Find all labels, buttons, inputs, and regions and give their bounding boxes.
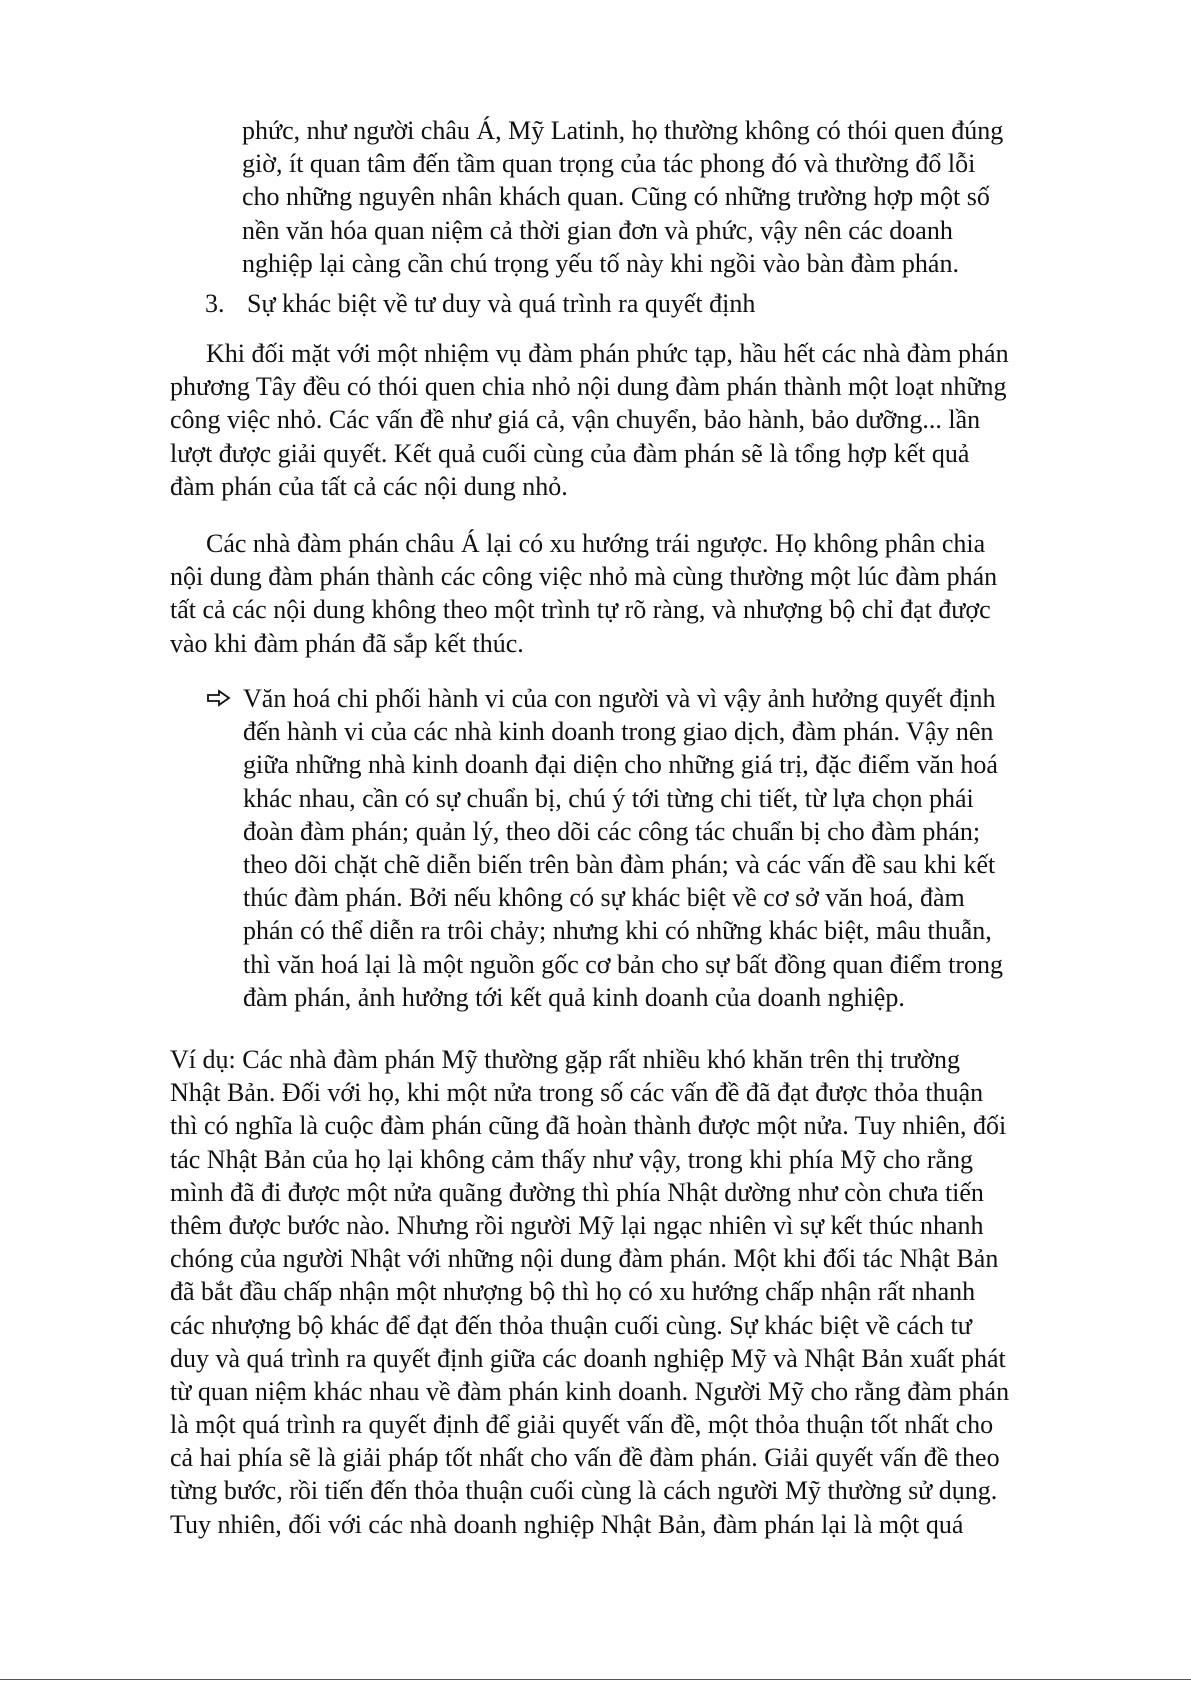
text-line: đàm phán, ảnh hưởng tới kết quả kinh doanh của doanh nghiệp.	[243, 982, 905, 1012]
text-line: phương Tây đều có thói quen chia nhỏ nội dung đàm phán thành một loạt những	[170, 372, 1007, 402]
text-line: theo dõi chặt chẽ diễn biến trên bàn đàm phán; và các vấn đề sau khi kết	[243, 849, 996, 879]
text-line	[170, 527, 997, 560]
text-line: cả hai phía sẽ là giải pháp tốt nhất cho vấn đề đàm phán. Giải quyết vấn đề theo	[170, 1443, 1000, 1473]
text-line	[170, 337, 1009, 370]
text-line: đoàn đàm phán; quản lý, theo dõi các công tác chuẩn bị cho đàm phán;	[243, 816, 981, 846]
text-line: đàm phán của tất cả các nội dung nhỏ.	[170, 471, 568, 501]
text-line: thì văn hoá lại là một nguồn gốc cơ bản cho sự bất đồng quan điểm trong	[243, 949, 1004, 979]
text-line-content: Khi đối mặt với một nhiệm vụ đàm phán phức tạp, hầu hết các nhà đàm phán	[206, 339, 1009, 368]
text-line: khác nhau, cần có sự chuẩn bị, chú ý tới từng chi tiết, từ lựa chọn phái	[243, 783, 974, 813]
text-line: Ví dụ: Các nhà đàm phán Mỹ thường gặp rất nhiều khó khăn trên thị trường	[170, 1045, 961, 1074]
text-line-content: Các nhà đàm phán châu Á lại có xu hướng trái ngược. Họ không phân chia	[206, 529, 986, 558]
text-line: thì có nghĩa là cuộc đàm phán cũng đã hoàn thành được một nửa. Tuy nhiên, đối	[170, 1111, 1007, 1141]
text-line: công việc nhỏ. Các vấn đề như giá cả, vận chuyển, bảo hành, bảo dưỡng... lần	[170, 405, 981, 435]
text-line: lượt được giải quyết. Kết quả cuối cùng của đàm phán sẽ là tổng hợp kết quả	[170, 438, 970, 468]
text-line: từ quan niệm khác nhau về đàm phán kinh doanh. Người Mỹ cho rằng đàm phán	[170, 1376, 1010, 1406]
text-line: là một quá trình ra quyết định để giải quyết vấn đề, một thỏa thuận tốt nhất cho	[170, 1410, 994, 1440]
text-line: phán có thể diễn ra trôi chảy; nhưng khi có những khác biệt, mâu thuẫn,	[243, 916, 992, 946]
section-title: Sự khác biệt về tư duy và quá trình ra quyết định	[247, 289, 756, 318]
text-line: từng bước, rồi tiến đến thỏa thuận cuối cùng là cách người Mỹ thường sử dụng.	[170, 1476, 998, 1506]
text-line: chóng của người Nhật với những nội dung đàm phán. Một khi đối tác Nhật Bản	[170, 1244, 999, 1274]
text-line: duy và quá trình ra quyết định giữa các doanh nghiệp Mỹ và Nhật Bản xuất phát	[170, 1343, 1006, 1373]
paragraph-asian-negotiators	[170, 527, 997, 660]
text-line: phức, như người châu Á, Mỹ Latinh, họ thường không có thói quen đúng	[242, 116, 1004, 145]
text-line: nền văn hóa quan niệm cả thời gian đơn và phức, vậy nên các doanh	[242, 215, 953, 245]
paragraph-western-negotiators	[170, 337, 1009, 503]
section-number: 3.	[205, 289, 225, 318]
text-line: Tuy nhiên, đối với các nhà doanh nghiệp Nhật Bản, đàm phán lại là một quá	[170, 1509, 964, 1539]
text-line: thúc đàm phán. Bởi nếu không có sự khác biệt về cơ sở văn hoá, đàm	[243, 883, 965, 913]
text-line: tác Nhật Bản của họ lại không cảm thấy như vậy, trong khi phía Mỹ cho rằng	[170, 1144, 974, 1174]
text-line: nội dung đàm phán thành các công việc nhỏ mà cùng thường một lúc đàm phán	[170, 562, 998, 592]
text-line: vào khi đàm phán đã sắp kết thúc.	[170, 628, 524, 658]
page-bottom-rule	[0, 1679, 1191, 1680]
text-line: các nhượng bộ khác để đạt đến thỏa thuận cuối cùng. Sự khác biệt về cách tư	[170, 1310, 972, 1340]
continuation-paragraph	[242, 114, 1003, 280]
text-line: tất cả các nội dung không theo một trình tự rõ ràng, và nhượng bộ chỉ đạt được	[170, 595, 991, 625]
text-line: thêm được bước nào. Nhưng rồi người Mỹ lại ngạc nhiên vì sự kết thúc nhanh	[170, 1210, 984, 1240]
text-line: giờ, ít quan tâm đến tầm quan trọng của tác phong đó và thường đổ lỗi	[242, 149, 976, 179]
text-line: đã bắt đầu chấp nhận một nhượng bộ thì họ có xu hướng chấp nhận rất nhanh	[170, 1277, 976, 1307]
right-arrow-icon	[206, 688, 232, 708]
text-line: đến hành vi của các nhà kinh doanh trong giao dịch, đàm phán. Vậy nên	[243, 717, 994, 747]
text-line: nghiệp lại càng cần chú trọng yếu tố này khi ngồi vào bàn đàm phán.	[242, 248, 959, 278]
example-paragraph	[170, 1043, 1009, 1541]
text-line: Văn hoá chi phối hành vi của con người và vì vậy ảnh hưởng quyết định	[243, 684, 996, 713]
text-line: cho những nguyên nhân khách quan. Cũng có những trường hợp một số	[242, 182, 990, 212]
conclusion-bullet-paragraph	[243, 682, 1003, 1014]
text-line: giữa những nhà kinh doanh đại diện cho những giá trị, đặc điểm văn hoá	[243, 750, 998, 780]
text-line: mình đã đi được một nửa quãng đường thì phía Nhật dường như còn chưa tiến	[170, 1177, 984, 1207]
text-line: Nhật Bản. Đối với họ, khi một nửa trong số các vấn đề đã đạt được thỏa thuận	[170, 1078, 984, 1108]
